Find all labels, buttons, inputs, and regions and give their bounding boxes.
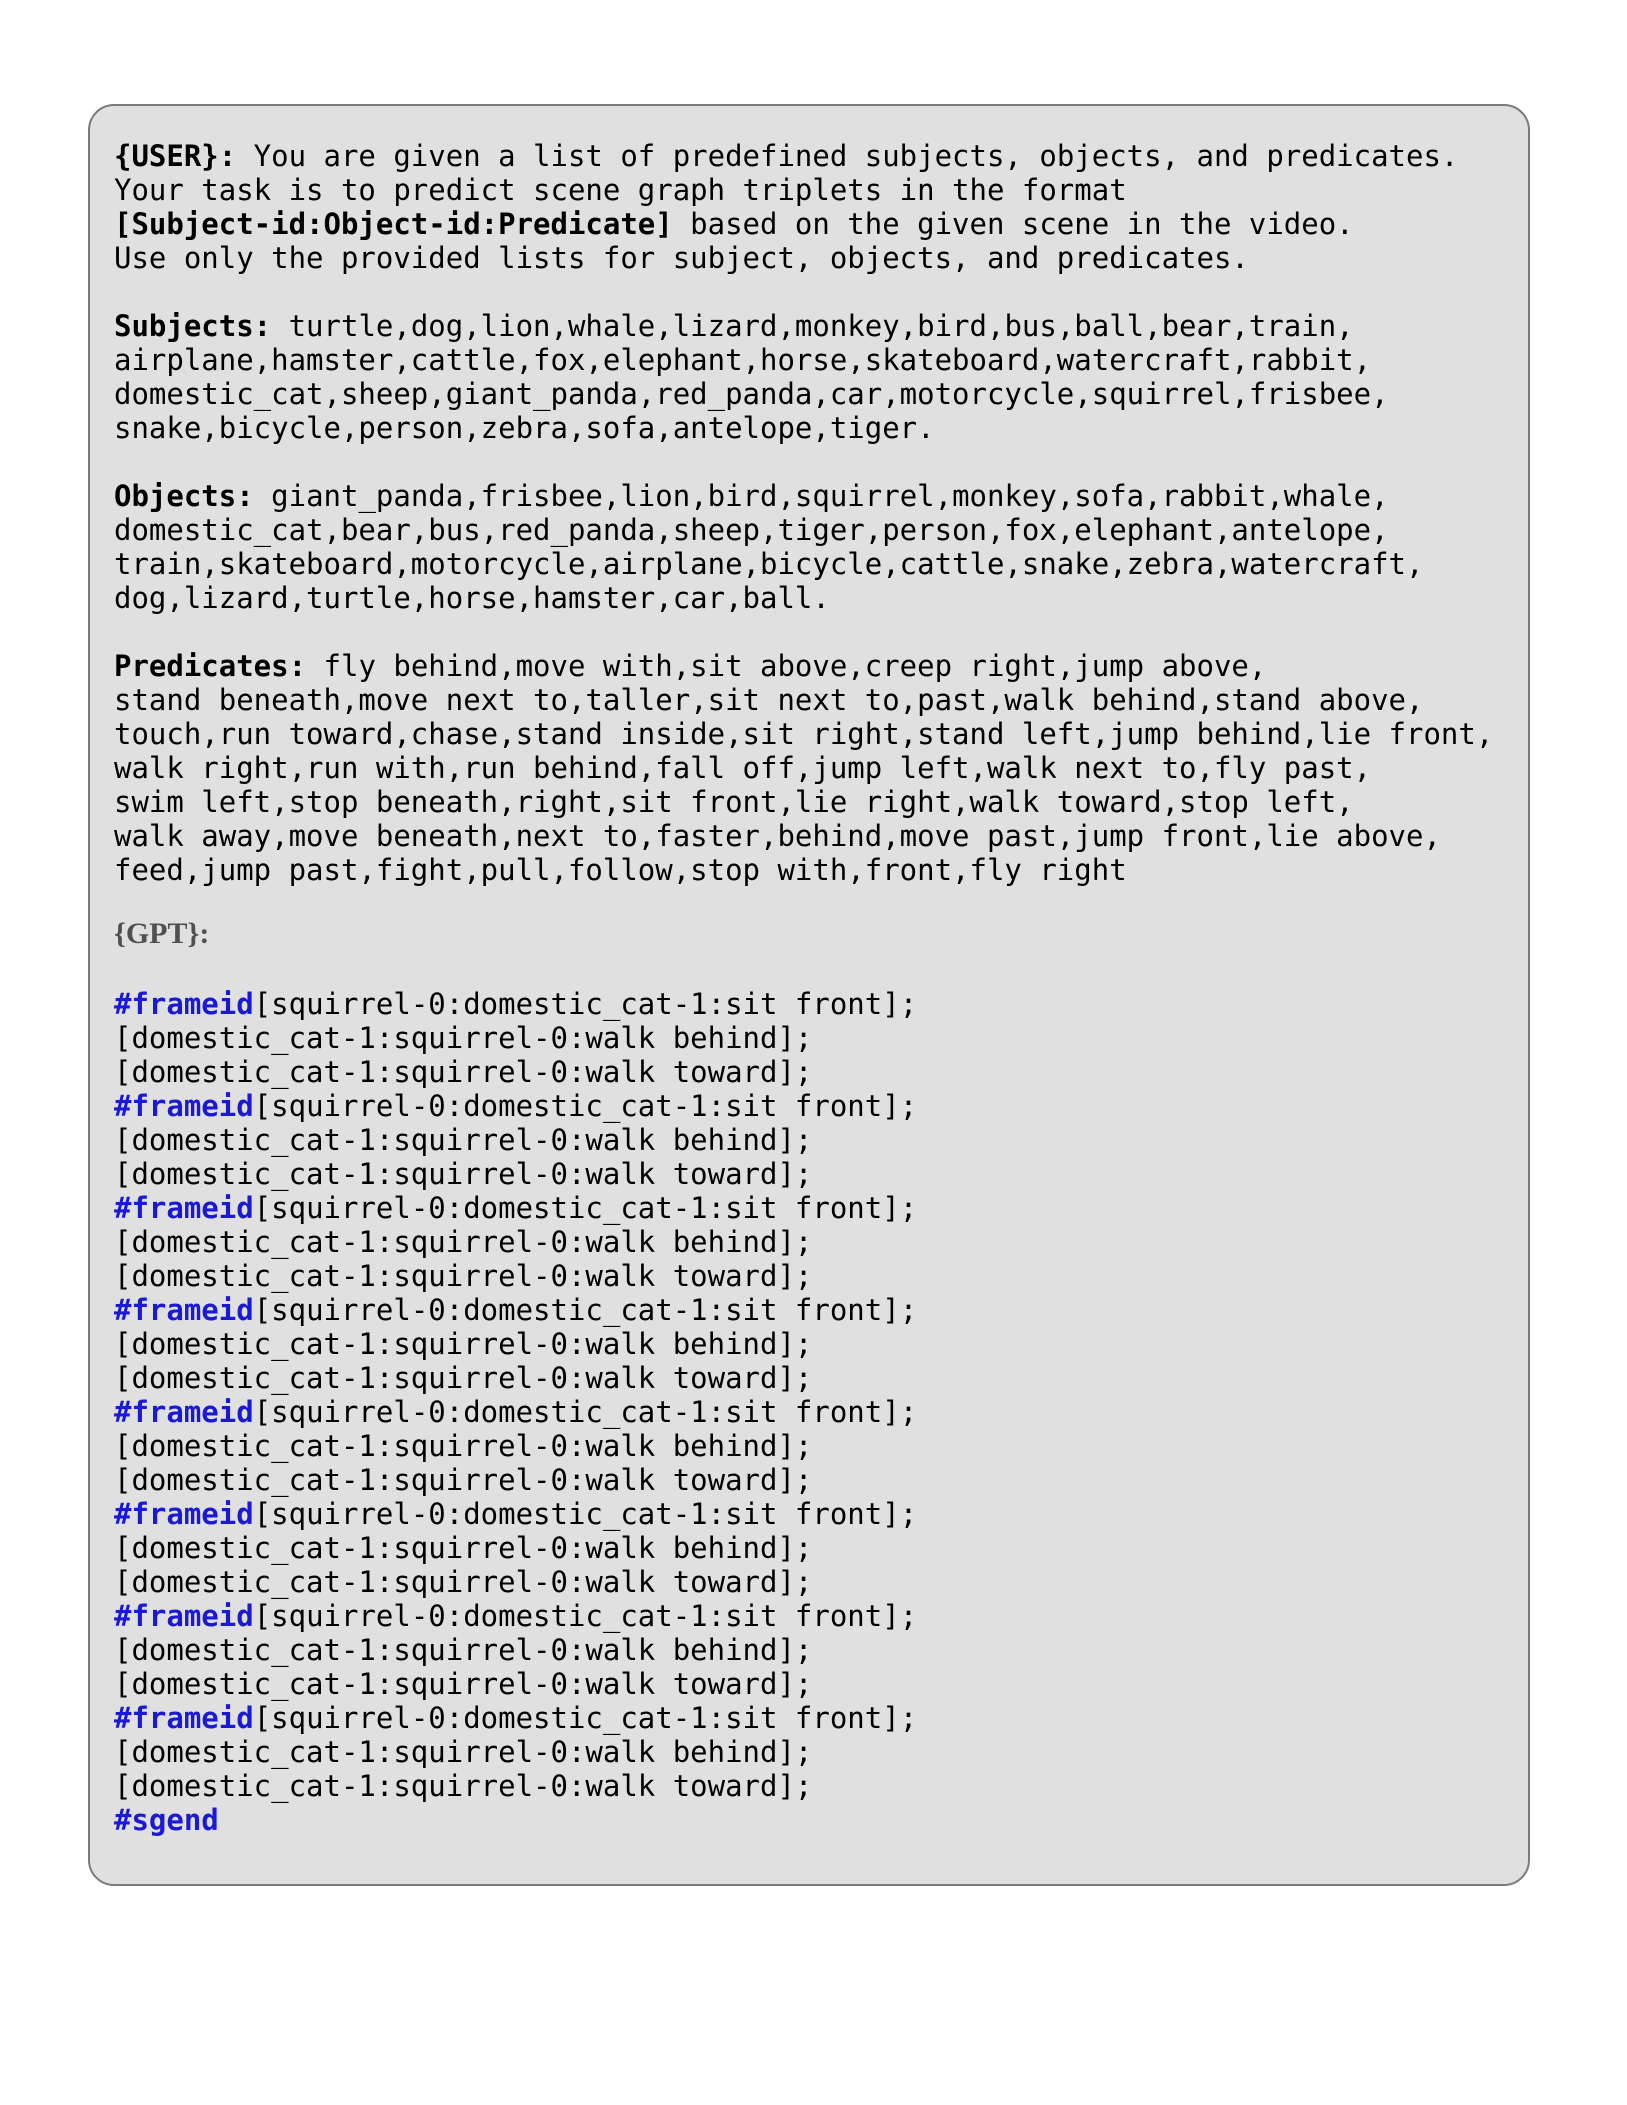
frame-tag: #frameid xyxy=(114,987,254,1021)
spacer xyxy=(114,951,1528,987)
frame-line xyxy=(114,1293,1528,1327)
triplet: [squirrel-0:domestic_cat-1:sit front]; xyxy=(253,1293,918,1327)
objects-line-4: dog,lizard,turtle,horse,hamster,car,ball. xyxy=(114,581,830,615)
predicates-line-2: stand beneath,move next to,taller,sit next to,past,walk behind,stand above, xyxy=(114,683,1424,717)
frame-line xyxy=(114,1191,1528,1225)
predicates-line-1 xyxy=(114,649,1528,683)
triplet: [squirrel-0:domestic_cat-1:sit front]; xyxy=(253,1191,918,1225)
triplet: [domestic_cat-1:squirrel-0:walk toward]; xyxy=(114,1361,813,1395)
triplet: [squirrel-0:domestic_cat-1:sit front]; xyxy=(253,1089,918,1123)
triplet: [domestic_cat-1:squirrel-0:walk toward]; xyxy=(114,1157,813,1191)
user-tag: {USER}: xyxy=(114,139,237,173)
triplet: [domestic_cat-1:squirrel-0:walk toward]; xyxy=(114,1463,813,1497)
frame-block xyxy=(114,1497,1528,1599)
triplet: [domestic_cat-1:squirrel-0:walk behind]; xyxy=(114,1429,813,1463)
frame-line xyxy=(114,1395,1528,1429)
triplet: [domestic_cat-1:squirrel-0:walk toward]; xyxy=(114,1769,813,1803)
subjects-line-4: snake,bicycle,person,zebra,sofa,antelope,tiger. xyxy=(114,411,935,445)
frame-block xyxy=(114,1395,1528,1497)
user-line-1 xyxy=(114,139,1528,173)
triplet: [domestic_cat-1:squirrel-0:walk behind]; xyxy=(114,1531,813,1565)
frame-tag: #frameid xyxy=(114,1293,254,1327)
spacer xyxy=(114,887,1528,917)
format-spec: [Subject-id:Object-id:Predicate] xyxy=(114,207,673,241)
frame-tag: #frameid xyxy=(114,1701,254,1735)
user-line-4: Use only the provided lists for subject, objects, and predicates. xyxy=(114,241,1249,275)
predicates-line-7: feed,jump past,fight,pull,follow,stop with,front,fly right xyxy=(114,853,1127,887)
triplet: [domestic_cat-1:squirrel-0:walk toward]; xyxy=(114,1565,813,1599)
subjects-label: Subjects: xyxy=(114,309,272,343)
frame-block xyxy=(114,987,1528,1089)
subjects-line-1 xyxy=(114,309,1528,343)
end-line xyxy=(114,1803,1528,1837)
subjects-line-3: domestic_cat,sheep,giant_panda,red_panda,car,motorcycle,squirrel,frisbee, xyxy=(114,377,1389,411)
frame-block xyxy=(114,1293,1528,1395)
frame-tag: #frameid xyxy=(114,1395,254,1429)
triplet: [domestic_cat-1:squirrel-0:walk behind]; xyxy=(114,1327,813,1361)
end-tag: #sgend xyxy=(114,1803,219,1837)
predicates-label: Predicates: xyxy=(114,649,307,683)
triplet: [domestic_cat-1:squirrel-0:walk behind]; xyxy=(114,1735,813,1769)
objects-label: Objects: xyxy=(114,479,254,513)
objects-line-3: train,skateboard,motorcycle,airplane,bicycle,cattle,snake,zebra,watercraft, xyxy=(114,547,1424,581)
predicates-text: fly behind,move with,sit above,creep right,jump above, xyxy=(306,649,1267,683)
objects-line-2: domestic_cat,bear,bus,red_panda,sheep,tiger,person,fox,elephant,antelope, xyxy=(114,513,1389,547)
frame-line xyxy=(114,1497,1528,1531)
objects-line-1 xyxy=(114,479,1528,513)
frame-block xyxy=(114,1599,1528,1701)
user-intro-text: You are given a list of predefined subjects, objects, and predicates. xyxy=(236,139,1459,173)
frame-tag: #frameid xyxy=(114,1497,254,1531)
frame-block xyxy=(114,1191,1528,1293)
predicates-line-3: touch,run toward,chase,stand inside,sit right,stand left,jump behind,lie front, xyxy=(114,717,1494,751)
triplet: [domestic_cat-1:squirrel-0:walk behind]; xyxy=(114,1633,813,1667)
frame-block xyxy=(114,1701,1528,1803)
triplet: [squirrel-0:domestic_cat-1:sit front]; xyxy=(253,1599,918,1633)
triplet: [squirrel-0:domestic_cat-1:sit front]; xyxy=(253,987,918,1021)
frame-tag: #frameid xyxy=(114,1191,254,1225)
frame-line xyxy=(114,987,1528,1021)
triplet: [domestic_cat-1:squirrel-0:walk toward]; xyxy=(114,1259,813,1293)
spacer xyxy=(114,615,1528,649)
triplet: [domestic_cat-1:squirrel-0:walk behind]; xyxy=(114,1021,813,1055)
triplet: [squirrel-0:domestic_cat-1:sit front]; xyxy=(253,1701,918,1735)
subjects-text: turtle,dog,lion,whale,lizard,monkey,bird,bus,ball,bear,train, xyxy=(271,309,1354,343)
triplet: [squirrel-0:domestic_cat-1:sit front]; xyxy=(253,1395,918,1429)
subjects-line-2: airplane,hamster,cattle,fox,elephant,horse,skateboard,watercraft,rabbit, xyxy=(114,343,1372,377)
predicates-line-4: walk right,run with,run behind,fall off,jump left,walk next to,fly past, xyxy=(114,751,1372,785)
spacer xyxy=(114,445,1528,479)
predicates-line-6: walk away,move beneath,next to,faster,behind,move past,jump front,lie above, xyxy=(114,819,1441,853)
triplet: [domestic_cat-1:squirrel-0:walk behind]; xyxy=(114,1123,813,1157)
user-line-3 xyxy=(114,207,1528,241)
frame-block xyxy=(114,1089,1528,1191)
gpt-output xyxy=(114,987,1528,1837)
frame-tag: #frameid xyxy=(114,1089,254,1123)
frame-line xyxy=(114,1599,1528,1633)
user-line-2: Your task is to predict scene graph triplets in the format xyxy=(114,173,1127,207)
frame-tag: #frameid xyxy=(114,1599,254,1633)
frame-line xyxy=(114,1701,1528,1735)
triplet: [domestic_cat-1:squirrel-0:walk behind]; xyxy=(114,1225,813,1259)
gpt-label: {GPT}: xyxy=(114,917,210,950)
triplet: [squirrel-0:domestic_cat-1:sit front]; xyxy=(253,1497,918,1531)
objects-text: giant_panda,frisbee,lion,bird,squirrel,monkey,sofa,rabbit,whale, xyxy=(253,479,1389,513)
triplet: [domestic_cat-1:squirrel-0:walk toward]; xyxy=(114,1055,813,1089)
triplet: [domestic_cat-1:squirrel-0:walk toward]; xyxy=(114,1667,813,1701)
prompt-box xyxy=(88,104,1530,1886)
predicates-line-5: swim left,stop beneath,right,sit front,lie right,walk toward,stop left, xyxy=(114,785,1354,819)
format-rest: based on the given scene in the video. xyxy=(672,207,1354,241)
spacer xyxy=(114,275,1528,309)
frame-line xyxy=(114,1089,1528,1123)
